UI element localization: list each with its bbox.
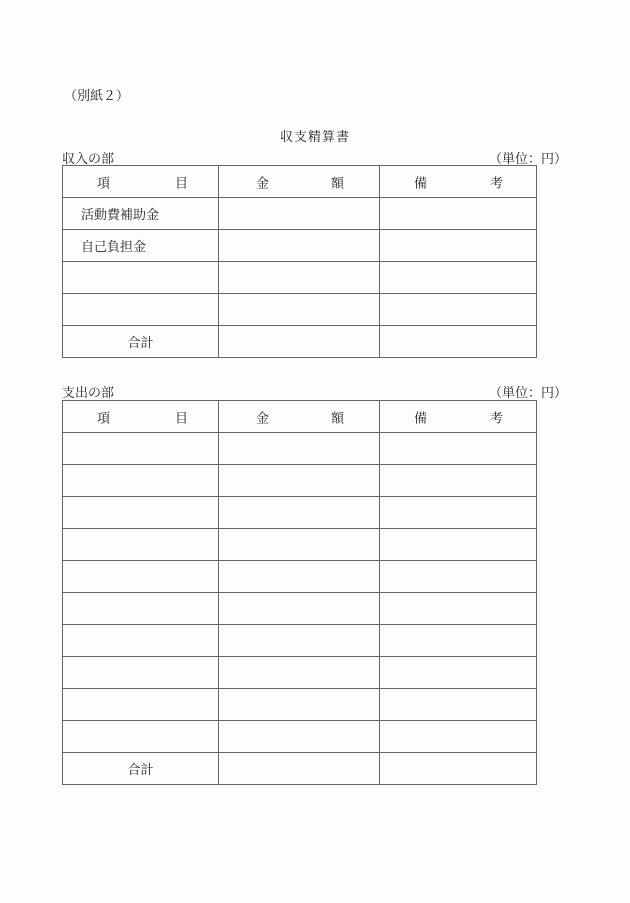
expense-table — [62, 400, 537, 785]
item-cell[interactable] — [63, 529, 219, 561]
remarks-cell[interactable] — [380, 625, 537, 657]
item-cell[interactable] — [63, 561, 219, 593]
amount-cell[interactable] — [219, 433, 380, 465]
item-cell[interactable] — [63, 625, 219, 657]
item-cell[interactable] — [63, 465, 219, 497]
amount-cell[interactable] — [219, 593, 380, 625]
document-title: 収支精算書 — [279, 130, 350, 145]
total-remarks-cell[interactable] — [380, 326, 537, 358]
item-cell[interactable] — [63, 497, 219, 529]
remarks-cell[interactable] — [380, 689, 537, 721]
item-cell[interactable] — [63, 689, 219, 721]
total-row — [63, 753, 537, 785]
header-remarks: 備 考 — [380, 166, 537, 198]
remarks-cell[interactable] — [380, 262, 537, 294]
expense-unit-label: （単位：円） — [488, 386, 567, 401]
amount-cell[interactable] — [219, 262, 380, 294]
remarks-cell[interactable] — [380, 657, 537, 689]
total-remarks-cell[interactable] — [380, 753, 537, 785]
remarks-cell[interactable] — [380, 230, 537, 262]
table-row — [63, 497, 537, 529]
table-row — [63, 529, 537, 561]
item-cell[interactable] — [63, 433, 219, 465]
item-cell[interactable]: 活動費補助金 — [63, 198, 219, 230]
table-row — [63, 230, 537, 262]
total-label: 合計 — [63, 753, 219, 785]
remarks-cell[interactable] — [380, 561, 537, 593]
item-cell[interactable]: 自己負担金 — [63, 230, 219, 262]
remarks-cell[interactable] — [380, 721, 537, 753]
amount-cell[interactable] — [219, 198, 380, 230]
amount-cell[interactable] — [219, 465, 380, 497]
header-item: 項 目 — [63, 401, 219, 433]
table-row — [63, 465, 537, 497]
header-amount: 金 額 — [219, 166, 380, 198]
remarks-cell[interactable] — [380, 593, 537, 625]
expense-section-label: 支出の部 — [62, 386, 115, 401]
table-row — [63, 689, 537, 721]
total-amount-cell[interactable] — [219, 326, 380, 358]
total-row — [63, 326, 537, 358]
item-cell[interactable] — [63, 657, 219, 689]
table-row — [63, 198, 537, 230]
income-unit-label: （単位：円） — [488, 152, 567, 167]
amount-cell[interactable] — [219, 657, 380, 689]
table-row — [63, 593, 537, 625]
table-row — [63, 433, 537, 465]
header-amount: 金 額 — [219, 401, 380, 433]
income-table — [62, 165, 537, 358]
amount-cell[interactable] — [219, 529, 380, 561]
amount-cell[interactable] — [219, 561, 380, 593]
remarks-cell[interactable] — [380, 465, 537, 497]
amount-cell[interactable] — [219, 230, 380, 262]
amount-cell[interactable] — [219, 497, 380, 529]
attachment-label: （別紙２） — [64, 89, 130, 104]
remarks-cell[interactable] — [380, 198, 537, 230]
header-item: 項 目 — [63, 166, 219, 198]
table-row — [63, 625, 537, 657]
table-row — [63, 294, 537, 326]
table-header-row — [63, 401, 537, 433]
table-row — [63, 657, 537, 689]
table-row — [63, 262, 537, 294]
amount-cell[interactable] — [219, 721, 380, 753]
remarks-cell[interactable] — [380, 294, 537, 326]
remarks-cell[interactable] — [380, 433, 537, 465]
total-amount-cell[interactable] — [219, 753, 380, 785]
remarks-cell[interactable] — [380, 529, 537, 561]
income-section-label: 収入の部 — [62, 152, 115, 167]
table-header-row — [63, 166, 537, 198]
table-row — [63, 561, 537, 593]
table-row — [63, 721, 537, 753]
item-cell[interactable] — [63, 593, 219, 625]
remarks-cell[interactable] — [380, 497, 537, 529]
header-remarks: 備 考 — [380, 401, 537, 433]
amount-cell[interactable] — [219, 689, 380, 721]
item-cell[interactable] — [63, 294, 219, 326]
total-label: 合計 — [63, 326, 219, 358]
item-cell[interactable] — [63, 262, 219, 294]
amount-cell[interactable] — [219, 625, 380, 657]
item-cell[interactable] — [63, 721, 219, 753]
amount-cell[interactable] — [219, 294, 380, 326]
